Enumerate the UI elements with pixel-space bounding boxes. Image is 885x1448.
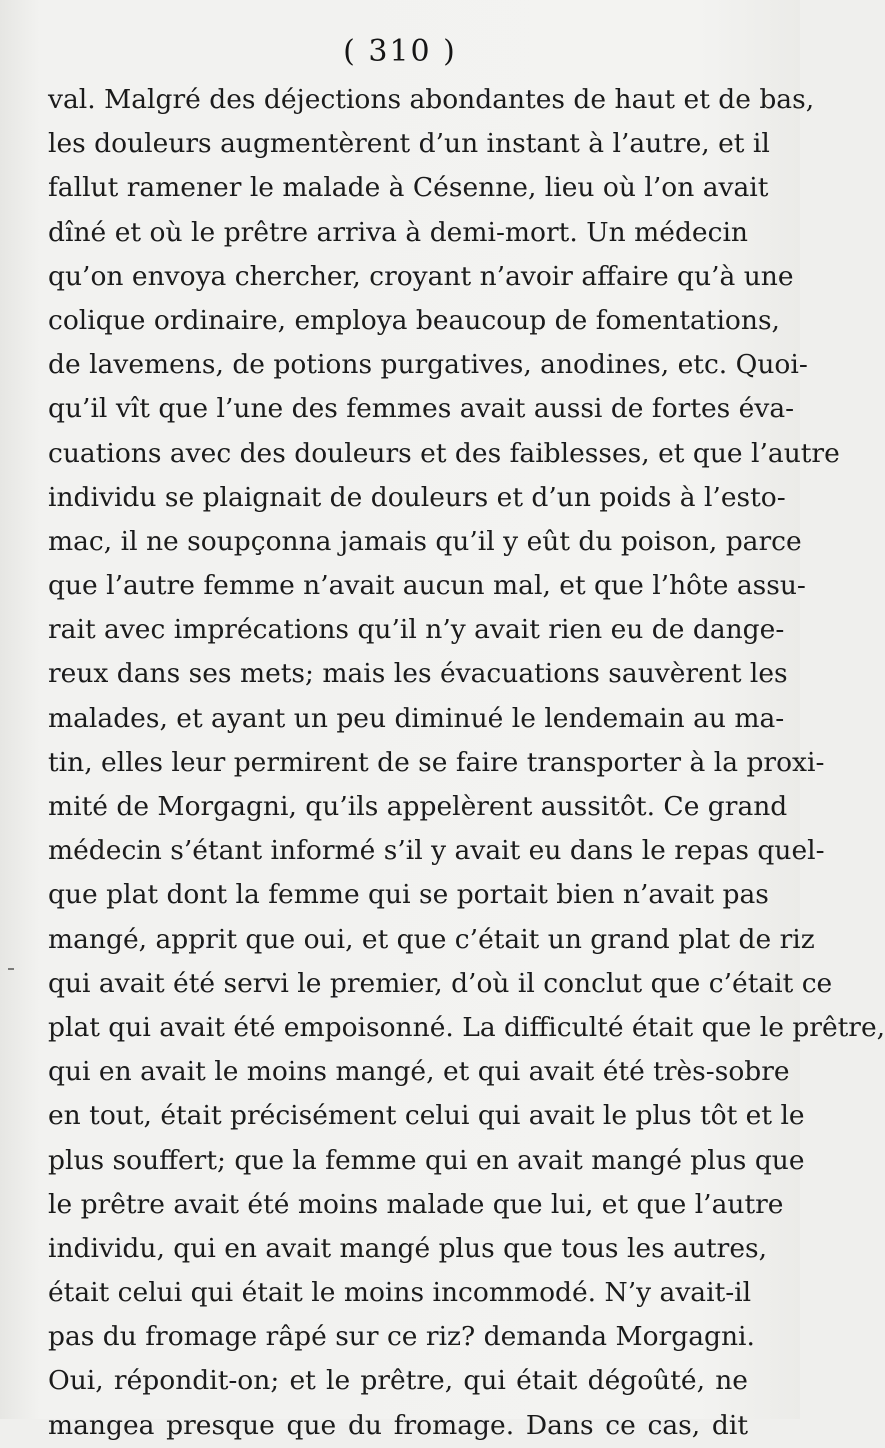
text-line: rait avec imprécations qu’il n’y avait rien eu de dange- bbox=[48, 614, 785, 646]
text-line: le prêtre avait été moins malade que lui, et que l’autre bbox=[48, 1188, 784, 1220]
text-line: fallut ramener le malade à Césenne, lieu où l’on avait bbox=[48, 172, 769, 204]
margin-speck bbox=[8, 968, 14, 970]
text-line: tin, elles leur permirent de se faire transporter à la proxi- bbox=[48, 746, 825, 778]
text-line: qui avait été servi le premier, d’où il conclut que c’était ce bbox=[48, 967, 833, 999]
text-line: val. Malgré des déjections abondantes de haut et de bas, bbox=[48, 84, 815, 115]
text-line: dîné et où le prêtre arriva à demi-mort. Un médecin bbox=[48, 216, 748, 248]
text-line: qu’on envoya chercher, croyant n’avoir affaire qu’à une bbox=[48, 260, 794, 292]
text-line: reux dans ses mets; mais les évacuations sauvèrent les bbox=[48, 658, 788, 690]
text-line: plus souffert; que la femme qui en avait mangé plus que bbox=[48, 1144, 805, 1176]
text-line: médecin s’étant informé s’il y avait eu dans le repas quel- bbox=[48, 835, 825, 867]
text-line: que plat dont la femme qui se portait bien n’avait pas bbox=[48, 879, 769, 911]
text-line: cuations avec des douleurs et des faiblesses, et que l’autre bbox=[48, 437, 840, 469]
text-line: en tout, était précisément celui qui avait le plus tôt et le bbox=[48, 1100, 805, 1132]
text-line: individu se plaignait de douleurs et d’un poids à l’esto- bbox=[48, 481, 786, 513]
body-text bbox=[48, 78, 885, 1448]
text-line: plat qui avait été empoisonné. La difficulté était que le prêtre, bbox=[48, 1011, 885, 1043]
text-line: était celui qui était le moins incommodé. N’y avait-il bbox=[48, 1277, 752, 1309]
text-line: pas du fromage râpé sur ce riz? demanda Morgagni. bbox=[48, 1321, 755, 1353]
text-line: malades, et ayant un peu diminué le lendemain au ma- bbox=[48, 702, 785, 734]
text-line: que l’autre femme n’avait aucun mal, et que l’hôte assu- bbox=[48, 570, 806, 602]
text-line: mité de Morgagni, qu’ils appelèrent aussitôt. Ce grand bbox=[48, 791, 788, 822]
text-line: qu’il vît que l’une des femmes avait aussi de fortes éva- bbox=[48, 393, 795, 425]
text-line: les douleurs augmentèrent d’un instant à l’autre, et il bbox=[48, 128, 770, 160]
text-line: Oui, répondit-on; et le prêtre, qui était dégoûté, ne bbox=[48, 1365, 748, 1397]
text-line: individu, qui en avait mangé plus que tous les autres, bbox=[48, 1232, 768, 1264]
text-line: colique ordinaire, employa beaucoup de fomentations, bbox=[48, 304, 780, 336]
text-line: de lavemens, de potions purgatives, anodines, etc. Quoi- bbox=[48, 349, 808, 381]
text-line: mangé, apprit que oui, et que c’était un grand plat de riz bbox=[48, 923, 815, 955]
text-line: mangea presque que du fromage. Dans ce cas, dit bbox=[48, 1409, 748, 1441]
text-line: qui en avait le moins mangé, et qui avait été très-sobre bbox=[48, 1056, 790, 1088]
text-line: mac, il ne soupçonna jamais qu’il y eût du poison, parce bbox=[48, 525, 802, 557]
page-number: ( 310 ) bbox=[343, 34, 457, 69]
